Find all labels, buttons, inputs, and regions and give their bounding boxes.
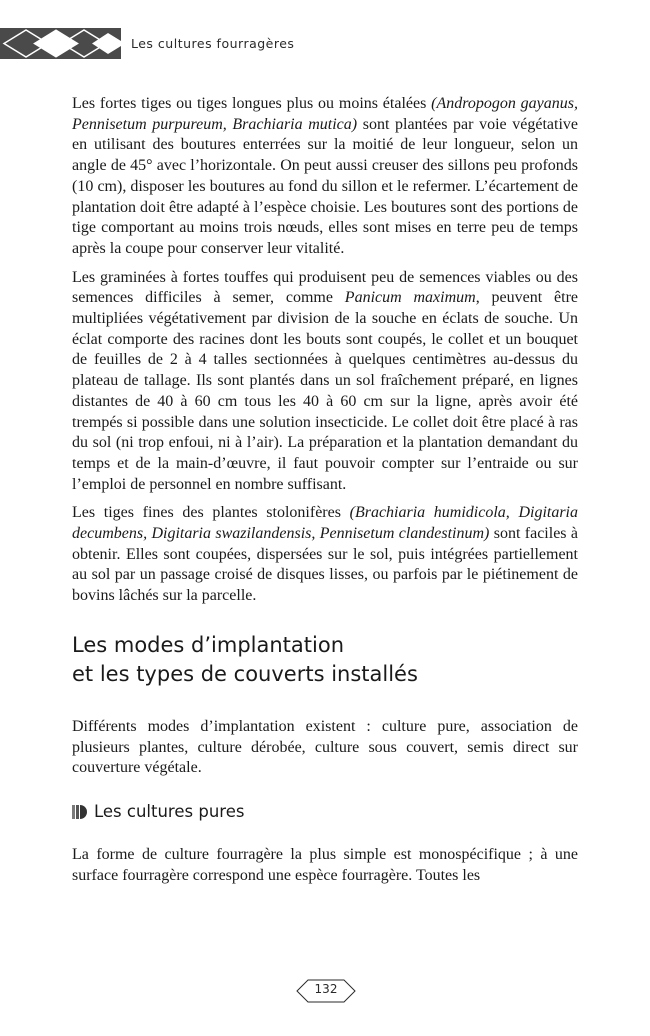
paragraph-text: sont plantées par voie végétative en utilisant des boutures enterrées sur la moitié de leur longueur, selon un angle de 45° avec l’horizontale. On peut aussi creuser des sillons peu profonds (10 cm), disposer les boutures au fond du sillon et le refermer. L’écartement de plantation doit être adapté à l’espèce choisie. Les boutures sont des portions de tige comportant au moins trois nœuds, elles sont mises en terre peu de temps après la coupe pour conserver leur vitalité. (72, 115, 578, 257)
diamond-pattern-icon (0, 28, 121, 59)
species-names: (Andropogon gayanus, Pennisetum purpureum, Brachiaria mutica) (72, 95, 578, 133)
double-half-circle-icon (72, 805, 90, 819)
paragraph-tufted-grasses (72, 268, 578, 496)
header-decorative-band (0, 28, 121, 59)
section-heading-line-1: Les modes d’implantation (72, 632, 345, 657)
page-number: 132 (314, 982, 338, 996)
paragraph-text: Les graminées à fortes touffes qui produisent peu de semences viables ou des semences difficiles à semer, comme (72, 268, 578, 307)
species-names: (Brachiaria humidicola, Digitaria decumbens, Digitaria swazilandensis, Pennisetum clandestinum) (72, 504, 579, 543)
running-header (0, 28, 650, 60)
paragraph-text: sont faciles à obtenir. Elles sont coupées, dispersées sur le sol, puis intégrées partiellement au sol par un passage croisé de disques lisses, ou parfois par le piétinement de bovins lâchés sur la parcelle. (72, 525, 578, 605)
running-header-title: Les cultures fourragères (131, 36, 295, 51)
paragraph-text: Les tiges fines des plantes stolonifères (72, 504, 350, 522)
paragraph-strong-stems (72, 94, 578, 260)
paragraph-text: Les fortes tiges ou tiges longues plus ou moins étalées (72, 95, 432, 112)
paragraph-text: , peuvent être multipliées végétativement par division de la souche en éclats de souche. Un éclat comporte des racines dont les bouts sont coupés, le collet et un bouquet de feuilles de 2 à 4 talles sectionnées à quelques centimètres au-dessus du plateau de tallage. Ils sont plantés dans un sol fraîchement préparé, en lignes distantes de 40 à 60 cm tous les 40 à 60 cm sur la ligne, après avoir été trempés si possible dans une solution insecticide. Le collet doit être placé à ras du sol (ni trop enfoui, ni à l’air). La préparation et la plantation demandant du temps et de la main-d’œuvre, il faut pouvoir compter sur l’entraide ou sur l’emploi de personnel en nombre suffisant. (72, 289, 579, 493)
section-heading-line-2: et les types de couverts installés (72, 661, 418, 686)
section-heading (72, 631, 578, 689)
species-names: Panicum maximum (344, 289, 476, 307)
subsection-title: Les cultures pures (94, 801, 245, 821)
paragraph-stoloniferous (72, 503, 578, 607)
subsection-paragraph: La forme de culture fourragère la plus simple est monospécifique ; à une surface fourragère correspond une espèce fourragère. Toutes les (72, 845, 578, 884)
main-content (72, 94, 578, 894)
page-footer (296, 978, 356, 1004)
section-intro-paragraph: Différents modes d’implantation existent : culture pure, association de plusieurs plantes, culture dérobée, culture sous couvert, semis direct sur couverture végétale. (72, 717, 578, 777)
subsection-heading (72, 801, 578, 823)
